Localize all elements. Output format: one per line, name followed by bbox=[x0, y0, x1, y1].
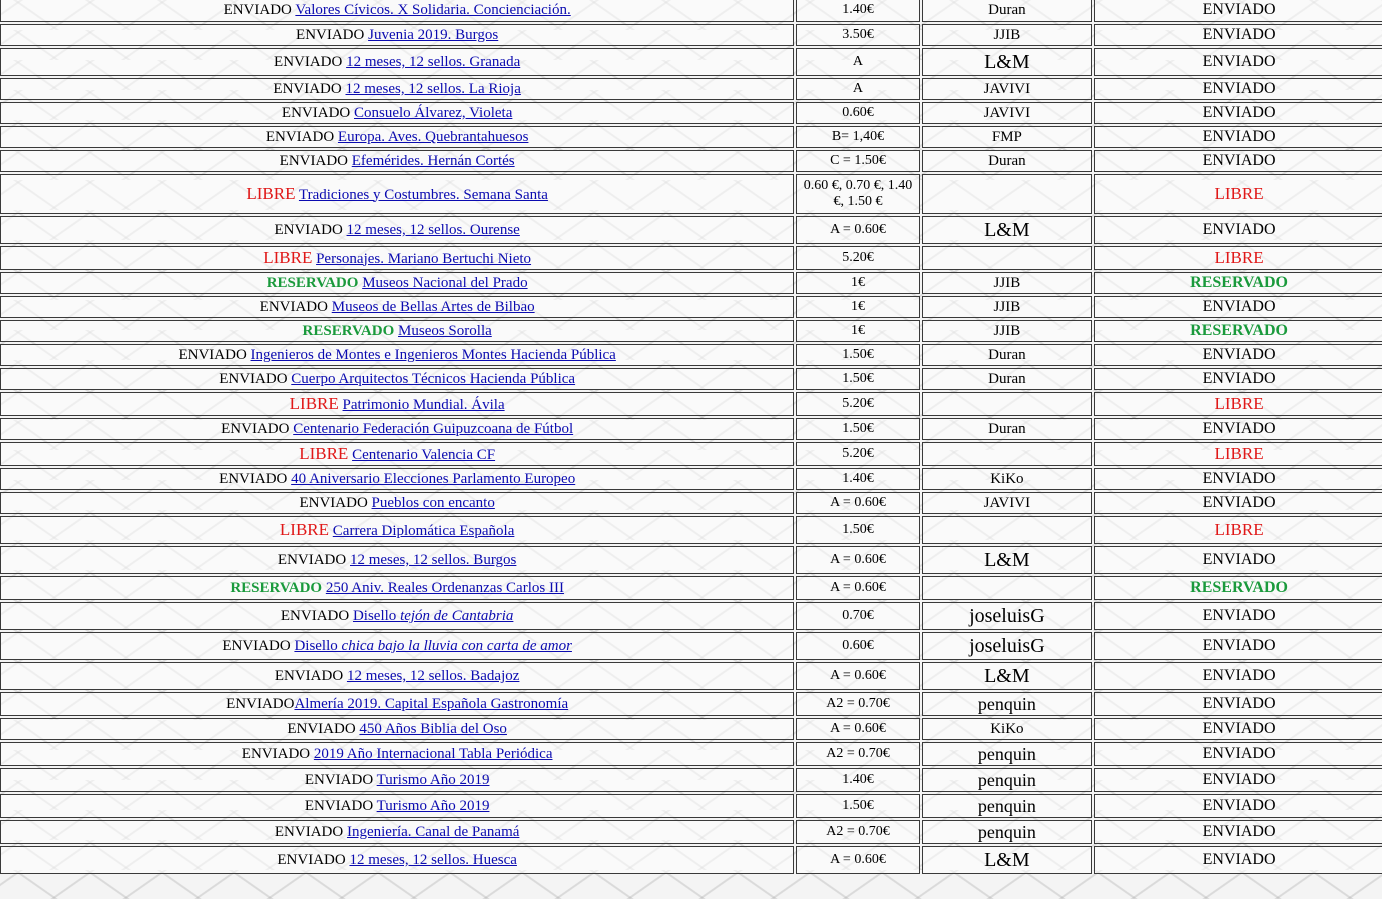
table-row bbox=[0, 48, 1382, 76]
price-cell: 1€ bbox=[796, 272, 919, 294]
table-row bbox=[0, 576, 1382, 600]
price-cell: A = 0.60€ bbox=[796, 662, 919, 690]
member-cell: Duran bbox=[922, 368, 1092, 390]
table-row bbox=[0, 418, 1382, 440]
stamp-title: 12 meses, 12 sellos. La Rioja bbox=[345, 81, 521, 97]
table-row bbox=[0, 78, 1382, 100]
row-state-label: RESERVADO bbox=[230, 580, 323, 596]
stamp-description-cell bbox=[0, 516, 794, 544]
status-cell: ENVIADO bbox=[1094, 846, 1382, 874]
price-cell: 1.40€ bbox=[796, 468, 919, 490]
stamp-description-cell bbox=[0, 468, 794, 490]
stamp-link[interactable] bbox=[326, 580, 564, 596]
table-row bbox=[0, 468, 1382, 490]
price-cell: 1€ bbox=[796, 320, 919, 342]
stamp-link[interactable] bbox=[291, 471, 575, 487]
table-row bbox=[0, 602, 1382, 630]
price-cell: 1.50€ bbox=[796, 418, 919, 440]
stamp-link[interactable] bbox=[293, 421, 573, 437]
row-state-label: LIBRE bbox=[279, 519, 330, 539]
table-row bbox=[0, 794, 1382, 818]
stamp-description-cell bbox=[0, 820, 794, 844]
row-state-label: ENVIADO bbox=[265, 129, 335, 145]
stamp-link[interactable] bbox=[368, 27, 498, 43]
stamp-description-cell bbox=[0, 576, 794, 600]
stamp-title: Juvenia 2019. Burgos bbox=[368, 27, 499, 43]
table-row bbox=[0, 768, 1382, 792]
stamp-description-cell bbox=[0, 718, 794, 740]
price-cell: 5.20€ bbox=[796, 442, 919, 466]
price-cell: 1.40€ bbox=[796, 768, 919, 792]
stamp-title: 450 Años Biblia del Oso bbox=[359, 721, 507, 737]
status-cell: ENVIADO bbox=[1094, 632, 1382, 660]
status-cell: LIBRE bbox=[1094, 442, 1382, 466]
row-state-label: ENVIADO bbox=[178, 347, 247, 363]
stamp-link[interactable] bbox=[294, 638, 571, 654]
row-state-label: ENVIADO bbox=[277, 552, 347, 568]
price-cell: 5.20€ bbox=[796, 246, 919, 270]
stamp-title: 2019 Año Internacional Tabla Periódica bbox=[313, 746, 553, 762]
stamp-title: Turismo Año 2019 bbox=[376, 798, 490, 814]
stamp-title: Ingeniería. Canal de Panamá bbox=[346, 824, 520, 840]
table-row bbox=[0, 272, 1382, 294]
table-row bbox=[0, 742, 1382, 766]
row-state-label: ENVIADO bbox=[304, 772, 374, 788]
row-state-label: ENVIADO bbox=[219, 471, 288, 487]
status-cell: ENVIADO bbox=[1094, 150, 1382, 172]
stamp-title: 12 meses, 12 sellos. Granada bbox=[346, 54, 521, 70]
price-cell: A = 0.60€ bbox=[796, 718, 919, 740]
member-cell: JAVIVI bbox=[922, 102, 1092, 124]
member-cell: L&M bbox=[922, 48, 1092, 76]
row-state-label: ENVIADO bbox=[281, 105, 351, 121]
price-cell: C = 1.50€ bbox=[796, 150, 919, 172]
price-cell: A bbox=[796, 78, 919, 100]
status-cell: ENVIADO bbox=[1094, 662, 1382, 690]
price-cell: 0.60€ bbox=[796, 102, 919, 124]
member-cell bbox=[922, 576, 1092, 600]
table-row bbox=[0, 692, 1382, 716]
member-cell: KiKo bbox=[922, 718, 1092, 740]
member-cell: Duran bbox=[922, 418, 1092, 440]
stamp-link[interactable] bbox=[353, 608, 513, 624]
stamp-link[interactable] bbox=[338, 129, 529, 145]
status-cell: ENVIADO bbox=[1094, 546, 1382, 574]
row-state-label: ENVIADO bbox=[296, 27, 365, 43]
member-cell bbox=[922, 516, 1092, 544]
row-state-label: ENVIADO bbox=[279, 153, 348, 169]
stamp-title: 12 meses, 12 sellos. Badajoz bbox=[346, 668, 520, 684]
table-row bbox=[0, 368, 1382, 390]
stamp-link[interactable] bbox=[347, 824, 519, 840]
stamp-title: Almería 2019. Capital Española Gastronomía bbox=[294, 696, 569, 712]
status-cell: ENVIADO bbox=[1094, 742, 1382, 766]
row-state-label: ENVIADO bbox=[274, 668, 344, 684]
member-cell: Duran bbox=[922, 150, 1092, 172]
price-cell: A = 0.60€ bbox=[796, 846, 919, 874]
stamp-title: Cuerpo Arquitectos Técnicos Hacienda Pública bbox=[291, 371, 576, 387]
status-cell: ENVIADO bbox=[1094, 24, 1382, 46]
stamp-title: 40 Aniversario Elecciones Parlamento Europeo bbox=[291, 471, 576, 487]
member-cell: Duran bbox=[922, 344, 1092, 366]
table-row bbox=[0, 24, 1382, 46]
table-row bbox=[0, 632, 1382, 660]
stamp-description-cell bbox=[0, 216, 794, 244]
row-state-label: RESERVADO bbox=[302, 323, 395, 339]
status-cell: LIBRE bbox=[1094, 392, 1382, 416]
stamp-link[interactable] bbox=[345, 81, 520, 97]
table-row bbox=[0, 174, 1382, 214]
price-cell: 1.50€ bbox=[796, 368, 919, 390]
status-cell: ENVIADO bbox=[1094, 794, 1382, 818]
status-cell: LIBRE bbox=[1094, 174, 1382, 214]
price-cell: A2 = 0.70€ bbox=[796, 692, 919, 716]
stamp-description-cell bbox=[0, 846, 794, 874]
member-cell: penquin bbox=[922, 692, 1092, 716]
row-state-label: ENVIADO bbox=[287, 721, 356, 737]
stamp-title: Museos Sorolla bbox=[398, 323, 492, 339]
stamp-link[interactable] bbox=[349, 852, 516, 868]
stamp-link[interactable] bbox=[291, 371, 575, 387]
table-row bbox=[0, 126, 1382, 148]
member-cell: JJIB bbox=[922, 272, 1092, 294]
stamp-description-cell bbox=[0, 272, 794, 294]
stamp-link[interactable] bbox=[343, 397, 505, 413]
row-state-label: LIBRE bbox=[289, 393, 339, 413]
stamp-title: Ingenieros de Montes e Ingenieros Montes Hacienda Pública bbox=[250, 347, 616, 363]
stamp-description-cell bbox=[0, 632, 794, 660]
stamp-link[interactable] bbox=[372, 495, 495, 511]
status-cell: ENVIADO bbox=[1094, 718, 1382, 740]
stamp-link[interactable] bbox=[354, 105, 512, 121]
price-cell: A2 = 0.70€ bbox=[796, 742, 919, 766]
price-cell: A = 0.60€ bbox=[796, 546, 919, 574]
row-state-label: ENVIADO bbox=[299, 495, 368, 511]
stamp-link[interactable] bbox=[333, 523, 515, 539]
stamp-title-italic: tejón de Cantabria bbox=[400, 608, 514, 624]
stamp-description-cell bbox=[0, 492, 794, 514]
price-cell: B= 1,40€ bbox=[796, 126, 919, 148]
status-cell: ENVIADO bbox=[1094, 492, 1382, 514]
member-cell: joseluisG bbox=[922, 602, 1092, 630]
table-row bbox=[0, 662, 1382, 690]
status-cell: ENVIADO bbox=[1094, 602, 1382, 630]
stamp-link[interactable] bbox=[398, 323, 492, 339]
row-state-label: ENVIADO bbox=[219, 371, 288, 387]
stamp-description-cell bbox=[0, 150, 794, 172]
stamp-description-cell bbox=[0, 546, 794, 574]
table-row bbox=[0, 516, 1382, 544]
status-cell: ENVIADO bbox=[1094, 216, 1382, 244]
stamp-description-cell bbox=[0, 392, 794, 416]
status-cell: ENVIADO bbox=[1094, 368, 1382, 390]
stamp-link[interactable] bbox=[299, 187, 548, 203]
stamp-link[interactable] bbox=[359, 721, 507, 737]
table-row bbox=[0, 0, 1382, 22]
price-cell: A2 = 0.70€ bbox=[796, 820, 919, 844]
row-state-label: ENVIADO bbox=[222, 638, 291, 654]
stamp-link[interactable] bbox=[362, 275, 527, 291]
status-cell: ENVIADO bbox=[1094, 468, 1382, 490]
table-row bbox=[0, 442, 1382, 466]
member-cell bbox=[922, 246, 1092, 270]
table-row bbox=[0, 320, 1382, 342]
stamp-description-cell bbox=[0, 794, 794, 818]
stamp-link[interactable] bbox=[295, 2, 570, 18]
row-state-label: ENVIADO bbox=[226, 696, 295, 712]
row-state-label: RESERVADO bbox=[266, 275, 359, 291]
stamp-link[interactable] bbox=[314, 746, 553, 762]
price-cell: A bbox=[796, 48, 919, 76]
stamp-title: 12 meses, 12 sellos. Ourense bbox=[346, 222, 520, 238]
member-cell: JJIB bbox=[922, 296, 1092, 318]
stamp-description-cell bbox=[0, 246, 794, 270]
status-cell: ENVIADO bbox=[1094, 0, 1382, 22]
price-cell: 1.50€ bbox=[796, 516, 919, 544]
stamp-link[interactable] bbox=[352, 153, 515, 169]
table-row bbox=[0, 150, 1382, 172]
stamp-title: Disello bbox=[352, 608, 401, 624]
stamp-title-italic: chica bajo la lluvia con carta de amor bbox=[341, 638, 572, 654]
stamp-link[interactable] bbox=[350, 552, 516, 568]
price-cell: 0.70€ bbox=[796, 602, 919, 630]
stamp-description-cell bbox=[0, 602, 794, 630]
stamp-link[interactable] bbox=[377, 772, 490, 788]
table-row bbox=[0, 820, 1382, 844]
row-state-label: ENVIADO bbox=[223, 2, 292, 18]
price-cell: A = 0.60€ bbox=[796, 576, 919, 600]
price-cell: A = 0.60€ bbox=[796, 216, 919, 244]
table-row bbox=[0, 102, 1382, 124]
stamp-description-cell bbox=[0, 442, 794, 466]
status-cell: ENVIADO bbox=[1094, 78, 1382, 100]
stamp-description-cell bbox=[0, 768, 794, 792]
stamp-description-cell bbox=[0, 662, 794, 690]
member-cell: FMP bbox=[922, 126, 1092, 148]
stamp-title: Centenario Federación Guipuzcoana de Fútbol bbox=[293, 421, 574, 437]
member-cell: penquin bbox=[922, 768, 1092, 792]
member-cell: JAVIVI bbox=[922, 492, 1092, 514]
row-state-label: LIBRE bbox=[263, 247, 313, 267]
member-cell: KiKo bbox=[922, 468, 1092, 490]
stamp-description-cell bbox=[0, 320, 794, 342]
member-cell: L&M bbox=[922, 546, 1092, 574]
table-row bbox=[0, 546, 1382, 574]
member-cell: penquin bbox=[922, 742, 1092, 766]
stamp-title: Europa. Aves. Quebrantahuesos bbox=[337, 129, 529, 145]
status-cell: RESERVADO bbox=[1094, 272, 1382, 294]
stamp-title: Pueblos con encanto bbox=[371, 495, 495, 511]
table-row bbox=[0, 296, 1382, 318]
table-row bbox=[0, 846, 1382, 874]
stamp-title: 250 Aniv. Reales Ordenanzas Carlos III bbox=[325, 580, 564, 596]
status-cell: ENVIADO bbox=[1094, 418, 1382, 440]
stamp-title: Efemérides. Hernán Cortés bbox=[351, 153, 515, 169]
price-cell: 1.40€ bbox=[796, 0, 919, 22]
row-state-label: ENVIADO bbox=[274, 54, 343, 70]
member-cell bbox=[922, 392, 1092, 416]
stamp-description-cell bbox=[0, 368, 794, 390]
stamp-title: Personajes. Mariano Bertuchi Nieto bbox=[316, 250, 532, 267]
member-cell: penquin bbox=[922, 794, 1092, 818]
stamp-description-cell bbox=[0, 48, 794, 76]
member-cell: Duran bbox=[922, 0, 1092, 22]
price-cell: 0.60€ bbox=[796, 632, 919, 660]
row-state-label: LIBRE bbox=[246, 183, 296, 203]
stamp-title: 12 meses, 12 sellos. Huesca bbox=[349, 852, 517, 868]
member-cell: JAVIVI bbox=[922, 78, 1092, 100]
row-state-label: ENVIADO bbox=[304, 798, 374, 814]
stamp-description-cell bbox=[0, 78, 794, 100]
stamp-title: Carrera Diplomática Española bbox=[332, 522, 515, 539]
stamp-description-cell bbox=[0, 296, 794, 318]
status-cell: ENVIADO bbox=[1094, 768, 1382, 792]
stamp-title: Disello bbox=[294, 638, 342, 654]
row-state-label: ENVIADO bbox=[274, 824, 344, 840]
price-cell: A = 0.60€ bbox=[796, 492, 919, 514]
member-cell: penquin bbox=[922, 820, 1092, 844]
table-row bbox=[0, 216, 1382, 244]
member-cell: JJIB bbox=[922, 24, 1092, 46]
price-cell: 1€ bbox=[796, 296, 919, 318]
status-cell: ENVIADO bbox=[1094, 344, 1382, 366]
status-cell: RESERVADO bbox=[1094, 320, 1382, 342]
member-cell bbox=[922, 442, 1092, 466]
stamp-title: Tradiciones y Costumbres. Semana Santa bbox=[298, 186, 548, 203]
table-row bbox=[0, 344, 1382, 366]
member-cell: JJIB bbox=[922, 320, 1092, 342]
stamp-link[interactable] bbox=[316, 251, 531, 267]
stamp-link[interactable] bbox=[346, 54, 520, 70]
row-state-label: ENVIADO bbox=[221, 421, 290, 437]
row-state-label: ENVIADO bbox=[274, 222, 343, 238]
price-cell: 0.60 €, 0.70 €, 1.40 €, 1.50 € bbox=[796, 174, 919, 214]
member-cell: joseluisG bbox=[922, 632, 1092, 660]
member-cell: L&M bbox=[922, 662, 1092, 690]
price-cell: 5.20€ bbox=[796, 392, 919, 416]
stamp-title: Patrimonio Mundial. Ávila bbox=[342, 396, 505, 413]
member-cell bbox=[922, 174, 1092, 214]
stamp-description-cell bbox=[0, 344, 794, 366]
status-cell: ENVIADO bbox=[1094, 820, 1382, 844]
status-cell: RESERVADO bbox=[1094, 576, 1382, 600]
price-cell: 1.50€ bbox=[796, 344, 919, 366]
table-row bbox=[0, 246, 1382, 270]
stamp-title: Turismo Año 2019 bbox=[376, 772, 490, 788]
row-state-label: ENVIADO bbox=[280, 608, 350, 624]
stamp-description-cell bbox=[0, 174, 794, 214]
row-state-label: ENVIADO bbox=[241, 746, 311, 762]
stamp-link[interactable] bbox=[352, 447, 495, 463]
row-state-label: ENVIADO bbox=[277, 852, 346, 868]
status-cell: LIBRE bbox=[1094, 516, 1382, 544]
stamp-title: 12 meses, 12 sellos. Burgos bbox=[349, 552, 517, 568]
stamp-description-cell bbox=[0, 0, 794, 22]
table-row bbox=[0, 392, 1382, 416]
stamp-description-cell bbox=[0, 742, 794, 766]
stamp-description-cell bbox=[0, 24, 794, 46]
status-cell: ENVIADO bbox=[1094, 296, 1382, 318]
status-cell: LIBRE bbox=[1094, 246, 1382, 270]
stamp-link[interactable] bbox=[294, 696, 568, 712]
price-cell: 3.50€ bbox=[796, 24, 919, 46]
row-state-label: ENVIADO bbox=[259, 299, 328, 315]
stamp-link[interactable] bbox=[377, 798, 490, 814]
table-row bbox=[0, 718, 1382, 740]
stamp-title: Museos de Bellas Artes de Bilbao bbox=[331, 299, 535, 315]
row-state-label: LIBRE bbox=[299, 443, 349, 463]
stamp-title: Consuelo Álvarez, Violeta bbox=[354, 105, 513, 121]
stamp-link[interactable] bbox=[332, 299, 535, 315]
stamp-description-cell bbox=[0, 692, 794, 716]
stamp-title: Museos Nacional del Prado bbox=[362, 275, 528, 291]
status-cell: ENVIADO bbox=[1094, 102, 1382, 124]
stamp-link[interactable] bbox=[251, 347, 616, 363]
status-cell: ENVIADO bbox=[1094, 48, 1382, 76]
stamp-description-cell bbox=[0, 126, 794, 148]
member-cell: L&M bbox=[922, 216, 1092, 244]
stamp-link[interactable] bbox=[347, 668, 519, 684]
table-row bbox=[0, 492, 1382, 514]
stamp-link[interactable] bbox=[347, 222, 520, 238]
stamp-title: Centenario Valencia CF bbox=[352, 446, 496, 463]
status-cell: ENVIADO bbox=[1094, 692, 1382, 716]
stamp-title: Valores Cívicos. X Solidaria. Concienciación. bbox=[295, 2, 571, 18]
member-cell: L&M bbox=[922, 846, 1092, 874]
row-state-label: ENVIADO bbox=[273, 81, 342, 97]
stamp-description-cell bbox=[0, 418, 794, 440]
price-cell: 1.50€ bbox=[796, 794, 919, 818]
stamp-description-cell bbox=[0, 102, 794, 124]
status-cell: ENVIADO bbox=[1094, 126, 1382, 148]
